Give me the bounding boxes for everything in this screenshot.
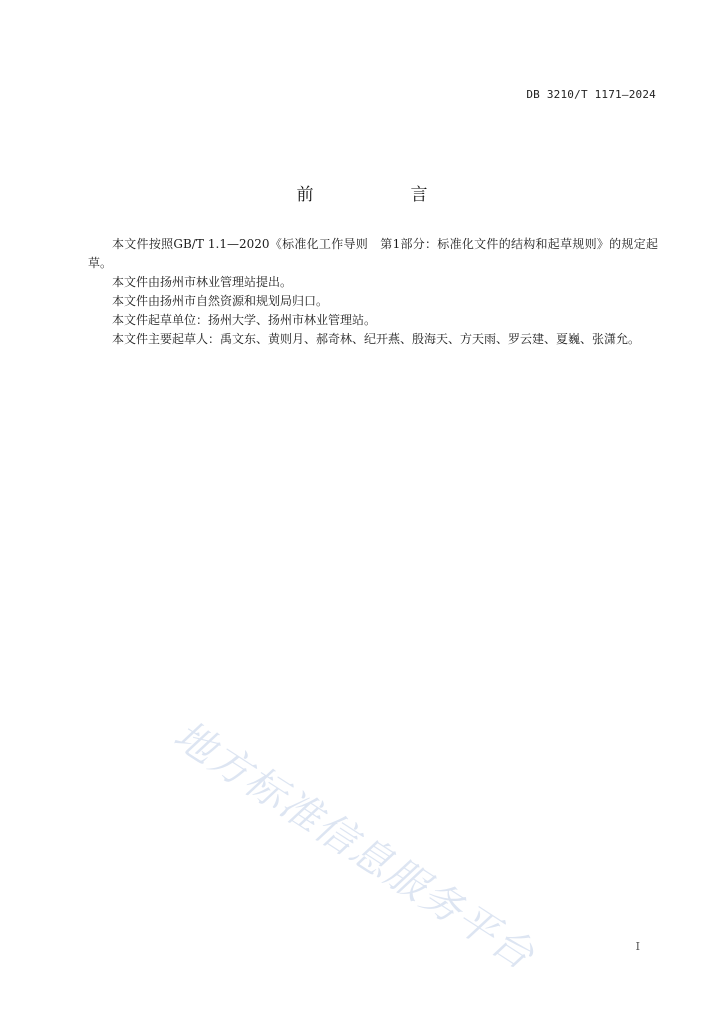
paragraph-administrator: 本文件由扬州市自然资源和规划局归口。	[112, 294, 329, 308]
paragraph-drafting-units: 本文件起草单位：扬州大学、扬州市林业管理站。	[112, 313, 377, 327]
page-title: 前 言	[296, 185, 468, 205]
foreword-body	[88, 235, 658, 349]
paragraph-drafters: 本文件主要起草人：禹文东、黄则月、郝奇林、纪开燕、殷海天、方天雨、罗云建、夏巍、张潇允。	[112, 332, 641, 346]
page-number: I	[635, 940, 640, 953]
paragraph-proposer: 本文件由扬州市林业管理站提出。	[112, 275, 293, 289]
standard-code: DB 3210/T 1171—2024	[526, 88, 656, 101]
paragraph-drafting-basis: 本文件按照GB/T 1.1—2020《标准化工作导则 第1部分：标准化文件的结构和起草规则》的规定起草。	[88, 237, 658, 270]
watermark: 地方标准信息服务平台	[165, 712, 543, 980]
